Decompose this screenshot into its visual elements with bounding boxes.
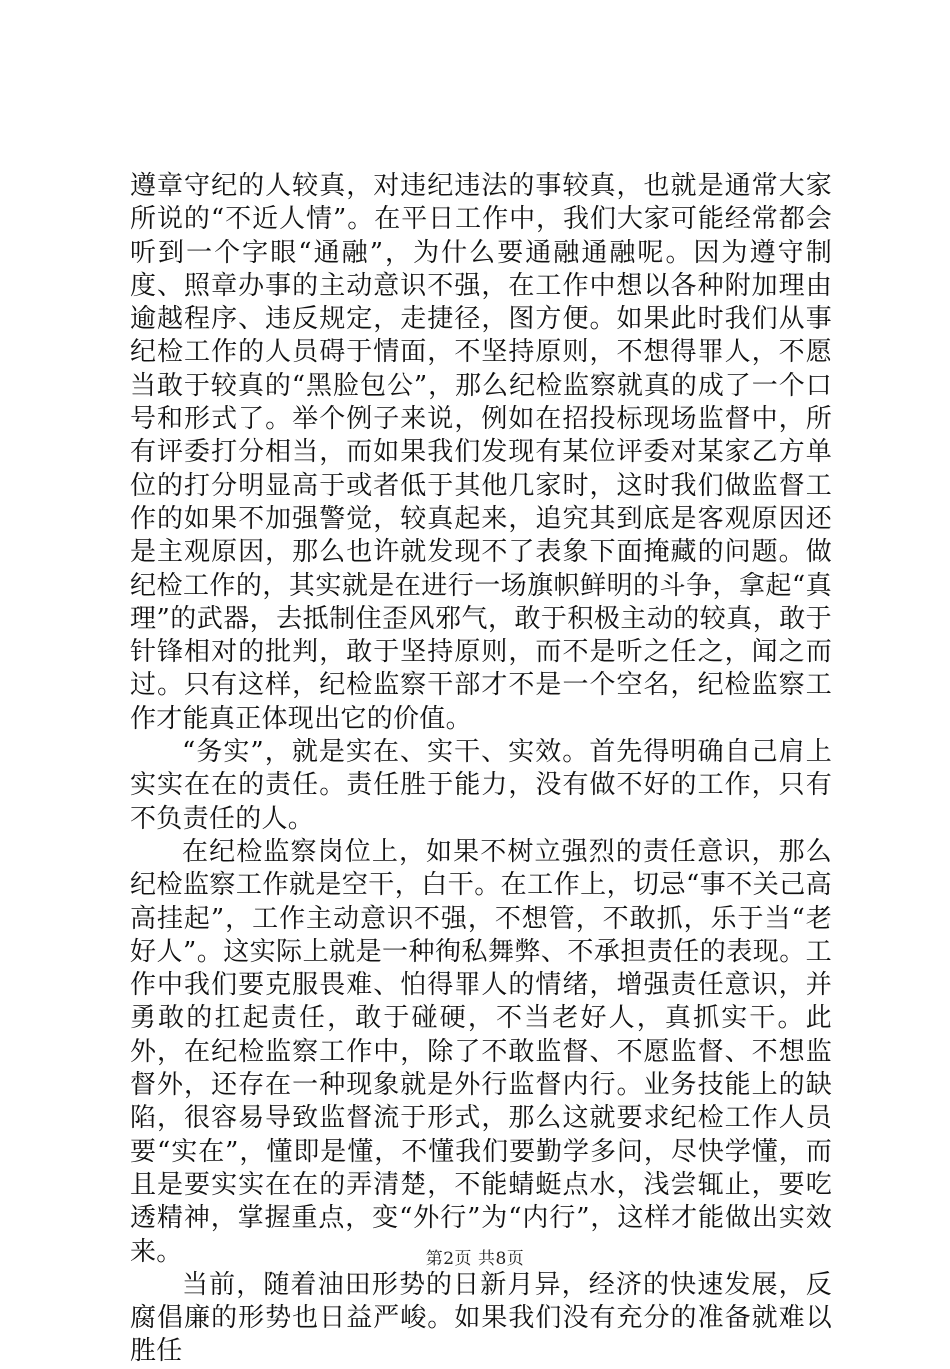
paragraph-2: “务实”，就是实在、实干、实效。首先得明确自己肩上实实在在的责任。责任胜于能力，没有做不好的工作，只有不负责任的人。 [130,737,832,834]
paragraph-3: 在纪检监察岗位上，如果不树立强烈的责任意识，那么纪检监察工作就是空干，白干。在工作上，切忌“事不关己高高挂起”，工作主动意识不强，不想管，不敢抓，乐于当“老好人”。这实际上就是一种徇私舞弊、不承担责任的表现。工作中我们要克服畏难、怕得罪人的情绪，增强责任意识，并勇敢的扛起责任，敢于碰硬，不当老好人，真抓实干。此外，在纪检监察工作中，除了不敢监督、不愿监督、不想监督外，还存在一种现象就是外行监督内行。业务技能上的缺陷，很容易导致监督流于形式，那么这就要求纪检工作人员要“实在”，懂即是懂，不懂我们要勤学多问，尽快学懂，而且是要实实在在的弄清楚，不能蜻蜓点水，浅尝辄止，要吃透精神，掌握重点，变“外行”为“内行”，这样才能做出实效来。 [130,836,832,1267]
paragraph-1: 遵章守纪的人较真，对违纪违法的事较真，也就是通常大家所说的“不近人情”。在平日工作中，我们大家可能经常都会听到一个字眼“通融”，为什么要通融通融呢。因为遵守制度、照章办事的主动意识不强，在工作中想以各种附加理由逾越程序、违反规定，走捷径，图方便。如果此时我们从事纪检工作的人员碍于情面，不坚持原则，不想得罪人，不愿当敢于较真的“黑脸包公”，那么纪检监察就真的成了一个口号和形式了。举个例子来说，例如在招投标现场监督中，所有评委打分相当，而如果我们发现有某位评委对某家乙方单位的打分明显高于或者低于其他几家时，这时我们做监督工作的如果不加强警觉，较真起来，追究其到底是客观原因还是主观原因，那么也许就发现不了表象下面掩藏的问题。做纪检工作的，其实就是在进行一场旗帜鲜明的斗争，拿起“真理”的武器，去抵制住歪风邪气，敢于积极主动的较真，敢于针锋相对的批判，敢于坚持原则，而不是听之任之，闻之而过。只有这样，纪检监察干部才不是一个空名，纪检监察工作才能真正体现出它的价值。 [130,171,832,734]
document-body [130,170,832,1369]
paragraph-4: 当前，随着油田形势的日新月异，经济的快速发展，反腐倡廉的形势也日益严峻。如果我们没有充分的准备就难以胜任 [130,1269,832,1367]
page-number-footer: 第2页 共8页 [425,1249,525,1269]
